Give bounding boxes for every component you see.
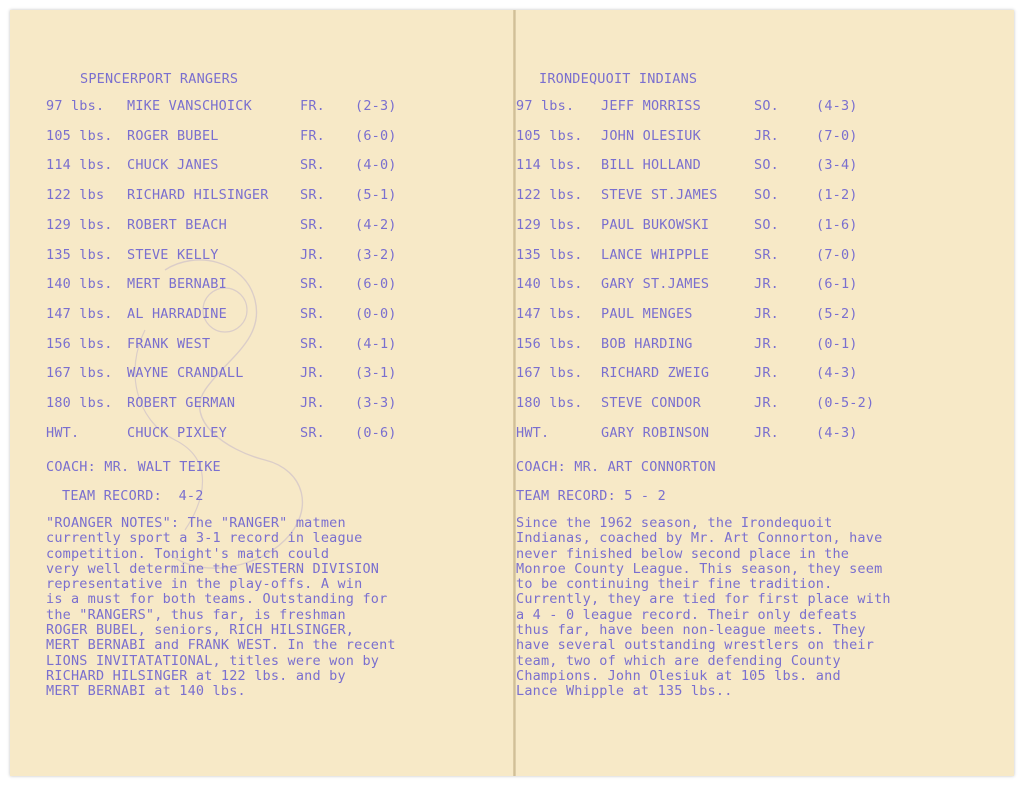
weight-class: 122 lbs bbox=[46, 187, 105, 204]
wrestler-name: GARY ST.JAMES bbox=[601, 276, 710, 293]
note-line: team, two of which are defending County bbox=[516, 652, 841, 669]
school-year: JR. bbox=[300, 365, 325, 382]
weight-class: 147 lbs. bbox=[516, 305, 583, 322]
wrestler-record: (4-3) bbox=[816, 98, 858, 114]
weight-class: 180 lbs. bbox=[516, 395, 583, 411]
wrestler-name: STEVE ST.JAMES bbox=[601, 187, 718, 204]
wrestler-record: (3-4) bbox=[816, 157, 858, 174]
wrestler-name: STEVE CONDOR bbox=[601, 395, 701, 411]
weight-class: 97 lbs. bbox=[46, 98, 105, 114]
weight-class: HWT. bbox=[46, 424, 80, 441]
wrestler-record: (4-3) bbox=[816, 365, 858, 382]
right-roster bbox=[516, 98, 1014, 441]
roster-row bbox=[516, 187, 1014, 207]
wrestler-name: BILL HOLLAND bbox=[601, 157, 701, 174]
school-year: JR. bbox=[754, 276, 779, 293]
school-year: JR. bbox=[754, 424, 779, 441]
weight-class: 147 lbs. bbox=[46, 305, 113, 322]
roster-row bbox=[10, 98, 513, 118]
wrestler-record: (2-3) bbox=[355, 98, 397, 114]
left-team-record: TEAM RECORD: 4-2 bbox=[62, 488, 204, 504]
weight-class: HWT. bbox=[516, 424, 550, 441]
note-line: very well determine the WESTERN DIVISION bbox=[46, 560, 380, 577]
note-line: Lance Whipple at 135 lbs.. bbox=[516, 683, 733, 700]
note-line: Champions. John Olesiuk at 105 lbs. and bbox=[516, 667, 841, 684]
note-line: MERT BERNABI at 140 lbs. bbox=[46, 683, 246, 700]
program-booklet bbox=[10, 10, 1014, 776]
roster-row bbox=[10, 217, 513, 237]
note-line: representative in the play-offs. A win bbox=[46, 576, 363, 593]
roster-row bbox=[516, 217, 1014, 237]
wrestler-name: JEFF MORRISS bbox=[601, 98, 701, 114]
school-year: FR. bbox=[300, 127, 325, 144]
right-coach: COACH: MR. ART CONNORTON bbox=[516, 459, 716, 475]
roster-row bbox=[10, 187, 513, 207]
roster-row bbox=[10, 306, 513, 326]
roster-row bbox=[516, 395, 1014, 415]
roster-row bbox=[516, 157, 1014, 177]
wrestler-name: ROBERT BEACH bbox=[127, 216, 227, 233]
wrestler-record: (7-0) bbox=[816, 127, 858, 144]
wrestler-name: RICHARD ZWEIG bbox=[601, 365, 710, 382]
weight-class: 140 lbs. bbox=[46, 276, 113, 293]
note-line: thus far, have been non-league meets. They bbox=[516, 622, 866, 639]
roster-row bbox=[10, 128, 513, 148]
wrestler-name: STEVE KELLY bbox=[127, 246, 219, 263]
wrestler-record: (3-2) bbox=[355, 246, 397, 263]
note-line: the "RANGERS", thus far, is freshman bbox=[46, 606, 346, 623]
weight-class: 180 lbs. bbox=[46, 395, 113, 411]
wrestler-record: (4-3) bbox=[816, 424, 858, 441]
note-line: competition. Tonight's match could bbox=[46, 545, 330, 562]
wrestler-record: (3-3) bbox=[355, 395, 397, 411]
wrestler-record: (5-2) bbox=[816, 305, 858, 322]
wrestler-name: ROGER BUBEL bbox=[127, 127, 219, 144]
weight-class: 129 lbs. bbox=[516, 216, 583, 233]
school-year: SR. bbox=[300, 335, 325, 352]
note-line: LIONS INVITATATIONAL, titles were won by bbox=[46, 652, 380, 669]
wrestler-record: (0-0) bbox=[355, 305, 397, 322]
school-year: SR. bbox=[300, 305, 325, 322]
note-line: Currently, they are tied for first place with bbox=[516, 591, 891, 608]
school-year: SR. bbox=[754, 246, 779, 263]
school-year: SO. bbox=[754, 98, 779, 114]
wrestler-name: FRANK WEST bbox=[127, 335, 211, 352]
roster-row bbox=[516, 247, 1014, 267]
school-year: SO. bbox=[754, 216, 779, 233]
note-line: RICHARD HILSINGER at 122 lbs. and by bbox=[46, 667, 346, 684]
school-year: SR. bbox=[300, 276, 325, 293]
note-line: "ROANGER NOTES": The "RANGER" matmen bbox=[46, 515, 346, 531]
weight-class: 114 lbs. bbox=[46, 157, 113, 174]
wrestler-name: ROBERT GERMAN bbox=[127, 395, 236, 411]
weight-class: 156 lbs. bbox=[46, 335, 113, 352]
left-team-notes bbox=[46, 516, 476, 700]
note-line: have several outstanding wrestlers on their bbox=[516, 637, 875, 654]
right-page bbox=[516, 10, 1014, 776]
school-year: JR. bbox=[754, 395, 779, 411]
wrestler-name: WAYNE CRANDALL bbox=[127, 365, 244, 382]
roster-row bbox=[516, 425, 1014, 445]
roster-row bbox=[516, 276, 1014, 296]
roster-row bbox=[516, 306, 1014, 326]
weight-class: 105 lbs. bbox=[516, 127, 583, 144]
wrestler-record: (6-0) bbox=[355, 276, 397, 293]
weight-class: 140 lbs. bbox=[516, 276, 583, 293]
left-page bbox=[10, 10, 513, 776]
right-team-notes bbox=[516, 516, 946, 700]
roster-row bbox=[10, 425, 513, 445]
school-year: JR. bbox=[754, 305, 779, 322]
weight-class: 167 lbs. bbox=[516, 365, 583, 382]
left-team-title: SPENCERPORT RANGERS bbox=[80, 71, 239, 87]
wrestler-record: (0-1) bbox=[816, 335, 858, 352]
wrestler-name: PAUL BUKOWSKI bbox=[601, 216, 710, 233]
roster-row bbox=[10, 276, 513, 296]
wrestler-record: (7-0) bbox=[816, 246, 858, 263]
roster-row bbox=[516, 98, 1014, 118]
school-year: SO. bbox=[754, 157, 779, 174]
roster-row bbox=[10, 395, 513, 415]
note-line: a 4 - 0 league record. Their only defeats bbox=[516, 606, 858, 623]
wrestler-name: BOB HARDING bbox=[601, 335, 693, 352]
wrestler-record: (1-2) bbox=[816, 187, 858, 204]
wrestler-record: (6-0) bbox=[355, 127, 397, 144]
roster-row bbox=[10, 336, 513, 356]
school-year: JR. bbox=[754, 335, 779, 352]
wrestler-name: PAUL MENGES bbox=[601, 305, 693, 322]
wrestler-record: (4-0) bbox=[355, 157, 397, 174]
note-line: never finished below second place in the bbox=[516, 545, 850, 562]
wrestler-record: (4-1) bbox=[355, 335, 397, 352]
note-line: is a must for both teams. Outstanding for bbox=[46, 591, 388, 608]
wrestler-name: JOHN OLESIUK bbox=[601, 127, 701, 144]
school-year: SR. bbox=[300, 424, 325, 441]
wrestler-name: AL HARRADINE bbox=[127, 305, 227, 322]
note-line: Since the 1962 season, the Irondequoit bbox=[516, 515, 833, 531]
note-line: ROGER BUBEL, seniors, RICH HILSINGER, bbox=[46, 622, 355, 639]
wrestler-name: MIKE VANSCHOICK bbox=[127, 98, 252, 114]
school-year: SO. bbox=[754, 187, 779, 204]
roster-row bbox=[516, 365, 1014, 385]
weight-class: 135 lbs. bbox=[46, 246, 113, 263]
school-year: JR. bbox=[754, 127, 779, 144]
right-team-title: IRONDEQUOIT INDIANS bbox=[539, 71, 698, 87]
school-year: SR. bbox=[300, 157, 325, 174]
wrestler-name: RICHARD HILSINGER bbox=[127, 187, 269, 204]
school-year: JR. bbox=[754, 365, 779, 382]
wrestler-record: (0-5-2) bbox=[816, 395, 875, 411]
wrestler-record: (0-6) bbox=[355, 424, 397, 441]
wrestler-record: (3-1) bbox=[355, 365, 397, 382]
weight-class: 122 lbs. bbox=[516, 187, 583, 204]
wrestler-name: MERT BERNABI bbox=[127, 276, 227, 293]
roster-row bbox=[10, 157, 513, 177]
wrestler-name: CHUCK PIXLEY bbox=[127, 424, 227, 441]
roster-row bbox=[10, 365, 513, 385]
wrestler-record: (1-6) bbox=[816, 216, 858, 233]
note-line: to be continuing their fine tradition. bbox=[516, 576, 833, 593]
weight-class: 105 lbs. bbox=[46, 127, 113, 144]
left-roster bbox=[10, 98, 513, 441]
note-line: Monroe County League. This season, they seem bbox=[516, 560, 883, 577]
wrestler-record: (6-1) bbox=[816, 276, 858, 293]
right-team-record: TEAM RECORD: 5 - 2 bbox=[516, 488, 666, 504]
weight-class: 167 lbs. bbox=[46, 365, 113, 382]
wrestler-record: (4-2) bbox=[355, 216, 397, 233]
weight-class: 129 lbs. bbox=[46, 216, 113, 233]
weight-class: 114 lbs. bbox=[516, 157, 583, 174]
roster-row bbox=[516, 336, 1014, 356]
note-line: currently sport a 3-1 record in league bbox=[46, 530, 363, 547]
weight-class: 156 lbs. bbox=[516, 335, 583, 352]
weight-class: 135 lbs. bbox=[516, 246, 583, 263]
school-year: SR. bbox=[300, 216, 325, 233]
wrestler-record: (5-1) bbox=[355, 187, 397, 204]
wrestler-name: LANCE WHIPPLE bbox=[601, 246, 710, 263]
roster-row bbox=[10, 247, 513, 267]
wrestler-name: CHUCK JANES bbox=[127, 157, 219, 174]
school-year: SR. bbox=[300, 187, 325, 204]
school-year: JR. bbox=[300, 395, 325, 411]
school-year: JR. bbox=[300, 246, 325, 263]
weight-class: 97 lbs. bbox=[516, 98, 575, 114]
wrestler-name: GARY ROBINSON bbox=[601, 424, 710, 441]
roster-row bbox=[516, 128, 1014, 148]
note-line: Indianas, coached by Mr. Art Connorton, have bbox=[516, 530, 883, 547]
school-year: FR. bbox=[300, 98, 325, 114]
note-line: MERT BERNABI and FRANK WEST. In the recent bbox=[46, 637, 396, 654]
left-coach: COACH: MR. WALT TEIKE bbox=[46, 459, 221, 475]
